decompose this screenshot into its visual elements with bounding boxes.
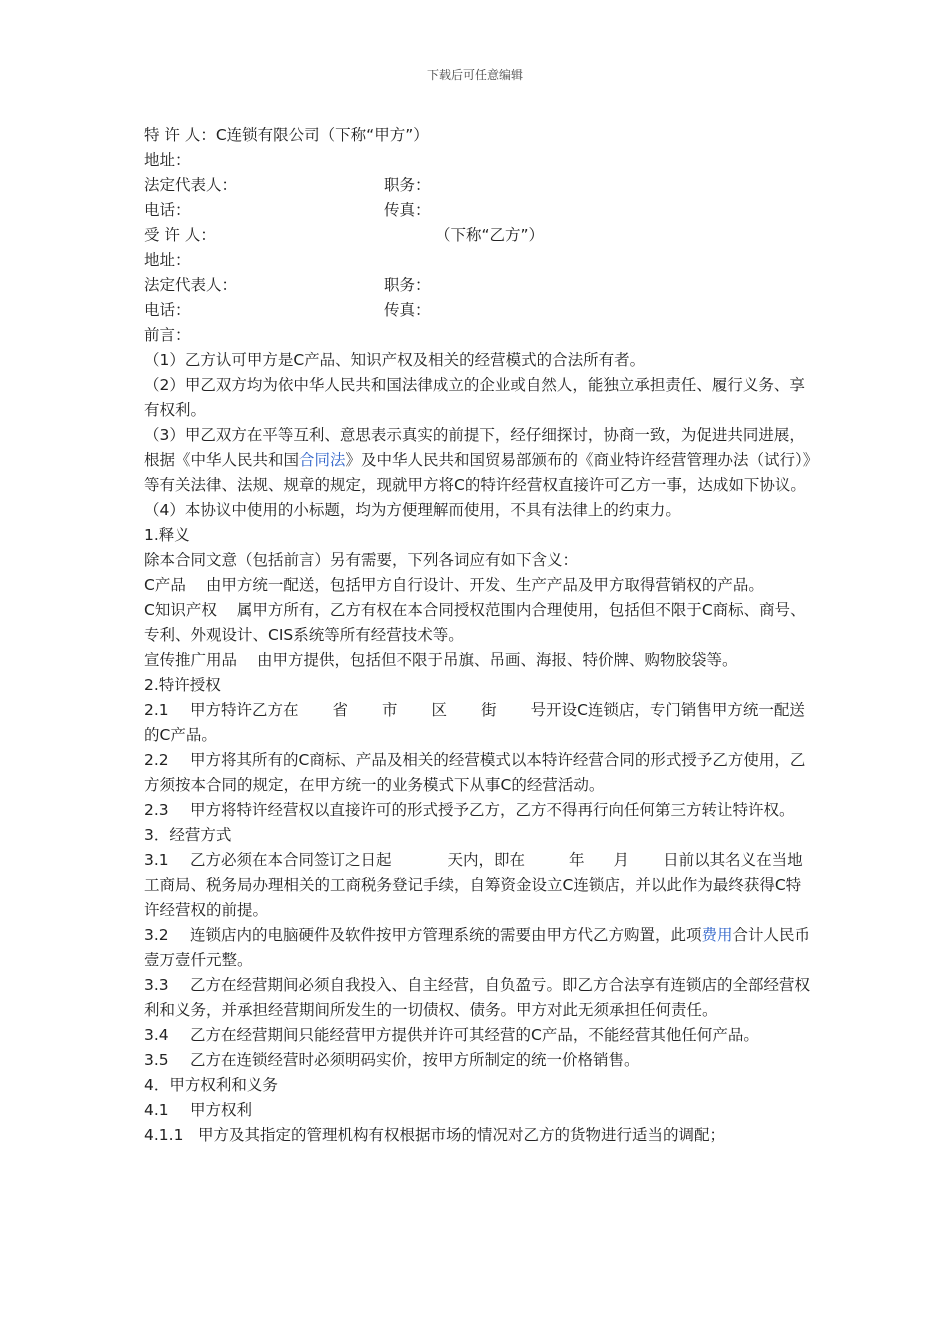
clause-text: 乙方在连锁经营时必须明码实价，按甲方所制定的统一价格销售。 bbox=[190, 1051, 640, 1069]
clause bbox=[144, 1123, 814, 1148]
section-title: 1.释义 bbox=[144, 526, 190, 544]
clause bbox=[144, 973, 814, 1023]
clause-text: 月 bbox=[613, 851, 630, 869]
party-b-phone: 电话： bbox=[144, 301, 191, 319]
clause-text: 甲方权利 bbox=[190, 1101, 253, 1119]
clause bbox=[144, 798, 814, 823]
clause-text: 日前以其名义在当地工商局、税务局办理相关的工商税务登记手续，自筹资金设立C连锁店，并以此作为最终获得C特许经营权的前提。 bbox=[144, 851, 803, 919]
clause-text: 连锁店内的电脑硬件及软件按甲方管理系统的需要由甲方代乙方购置，此项 bbox=[190, 926, 702, 944]
clause bbox=[144, 698, 814, 748]
fee-link[interactable]: 费用 bbox=[701, 926, 733, 944]
party-b-address: 地址： bbox=[144, 251, 191, 269]
clause-number: 3.5 bbox=[144, 1051, 169, 1069]
party-a-phone-row bbox=[144, 198, 814, 223]
clause-text: 区 bbox=[431, 701, 448, 719]
definition-item bbox=[144, 648, 814, 673]
preface-item: （2）甲乙双方均为依中华人民共和国法律成立的企业或自然人，能独立承担责任、履行义务、享有权利。 bbox=[144, 376, 805, 419]
definition-term: C知识产权 bbox=[144, 601, 217, 619]
party-b-title: 受 许 人： bbox=[144, 226, 216, 244]
clause-text: 乙方在经营期间只能经营甲方提供并许可其经营的C产品，不能经营其他任何产品。 bbox=[190, 1026, 759, 1044]
clause-text: 乙方在经营期间必须自我投入、自主经营，自负盈亏。即乙方合法享有连锁店的全部经营权利和义务，并承担经营期间所发生的一切债权、债务。甲方对此无须承担任何责任。 bbox=[144, 976, 811, 1019]
preface-item: （1）乙方认可甲方是C产品、知识产权及相关的经营模式的合法所有者。 bbox=[144, 351, 646, 369]
definition-item bbox=[144, 573, 814, 598]
definition-text: 由甲方统一配送，包括甲方自行设计、开发、生产产品及甲方取得营销权的产品。 bbox=[205, 576, 764, 594]
clause-number: 3.4 bbox=[144, 1026, 169, 1044]
clause-text: 甲方及其指定的管理机构有权根据市场的情况对乙方的货物进行适当的调配； bbox=[198, 1126, 726, 1144]
clause-number: 2.3 bbox=[144, 801, 169, 819]
section-title: 4．甲方权利和义务 bbox=[144, 1076, 278, 1094]
party-b-title-row bbox=[144, 223, 814, 248]
party-b-rep-row bbox=[144, 273, 814, 298]
preface-title: 前言： bbox=[144, 326, 191, 344]
definition-text: 由甲方提供，包括但不限于吊旗、吊画、海报、特价牌、购物胶袋等。 bbox=[257, 651, 738, 669]
party-b-rep: 法定代表人： bbox=[144, 276, 238, 294]
preface-item bbox=[144, 423, 814, 498]
clause-text: 年 bbox=[569, 851, 585, 869]
section-title: 3．经营方式 bbox=[144, 826, 232, 844]
party-b-phone-row bbox=[144, 298, 814, 323]
clause-number: 3.1 bbox=[144, 851, 169, 869]
contract-law-link[interactable]: 合同法 bbox=[299, 451, 346, 469]
clause-text: 乙方必须在本合同签订之日起 bbox=[190, 851, 392, 869]
clause-text: 合计人民币壹万壹仟元整。 bbox=[144, 926, 811, 969]
section-title: 2.特许授权 bbox=[144, 676, 221, 694]
clause-text: 甲方将其所有的C商标、产品及相关的经营模式以本特许经营合同的形式授予乙方使用，乙方须按本合同的规定，在甲方统一的业务模式下从事C的经营活动。 bbox=[144, 751, 806, 794]
preface-text: （3）甲乙双方在平等互利、意思表示真实的前提下，经仔细探讨，协商一致，为促进共同进展，根据《中华人民共和国 bbox=[144, 426, 805, 469]
clause-text: 号开设C连锁店，专门销售甲方统一配送的C产品。 bbox=[144, 701, 805, 744]
clause-number: 2.1 bbox=[144, 701, 169, 719]
party-b-fax: 传真： bbox=[384, 301, 431, 319]
party-b-alias: （下称“乙方”） bbox=[435, 226, 545, 244]
clause-number: 3.3 bbox=[144, 976, 169, 994]
definition-term: 宣传推广用品 bbox=[144, 651, 238, 669]
preface-text: 》及中华人民共和国贸易部颁布的《商业特许经营管理办法（试行）》等有关法律、法规、规章的规定，现就甲方将C的特许经营权直接许可乙方一事，达成如下协议。 bbox=[144, 451, 811, 494]
clause-number: 4.1 bbox=[144, 1101, 169, 1119]
party-a-position: 职务： bbox=[384, 176, 431, 194]
page-header: 下载后可任意编辑 bbox=[426, 68, 523, 82]
definition-term: C产品 bbox=[144, 576, 186, 594]
clause-text: 市 bbox=[382, 701, 398, 719]
party-a-fax: 传真： bbox=[384, 201, 431, 219]
preface-item: （4）本协议中使用的小标题，均为方便理解而使用，不具有法律上的约束力。 bbox=[144, 501, 681, 519]
definition-item bbox=[144, 598, 814, 648]
subsection-title bbox=[144, 1098, 814, 1123]
clause-text: 街 bbox=[481, 701, 497, 719]
clause bbox=[144, 923, 814, 973]
clause bbox=[144, 1048, 814, 1073]
party-a-title: 特 许 人：C连锁有限公司（下称“甲方”） bbox=[144, 126, 429, 144]
clause-number: 4.1.1 bbox=[144, 1126, 184, 1144]
clause-number: 2.2 bbox=[144, 751, 169, 769]
clause-text: 甲方特许乙方在 bbox=[190, 701, 299, 719]
party-a-address: 地址： bbox=[144, 151, 191, 169]
clause-text: 甲方将特许经营权以直接许可的形式授予乙方，乙方不得再行向任何第三方转让特许权。 bbox=[190, 801, 795, 819]
party-b-position: 职务： bbox=[384, 276, 431, 294]
clause-number: 3.2 bbox=[144, 926, 169, 944]
clause bbox=[144, 848, 814, 923]
clause bbox=[144, 1023, 814, 1048]
clause-text: 省 bbox=[332, 701, 349, 719]
section-intro: 除本合同文意（包括前言）另有需要，下列各词应有如下含义： bbox=[144, 551, 579, 569]
party-a-rep-row bbox=[144, 173, 814, 198]
party-a-rep: 法定代表人： bbox=[144, 176, 238, 194]
definition-text: 属甲方所有，乙方有权在本合同授权范围内合理使用，包括但不限于C商标、商号、专利、外观设计、CIS系统等所有经营技术等。 bbox=[144, 601, 806, 644]
clause bbox=[144, 748, 814, 798]
contract-body bbox=[144, 123, 814, 1148]
clause-text: 天内，即在 bbox=[447, 851, 526, 869]
party-a-phone: 电话： bbox=[144, 201, 191, 219]
